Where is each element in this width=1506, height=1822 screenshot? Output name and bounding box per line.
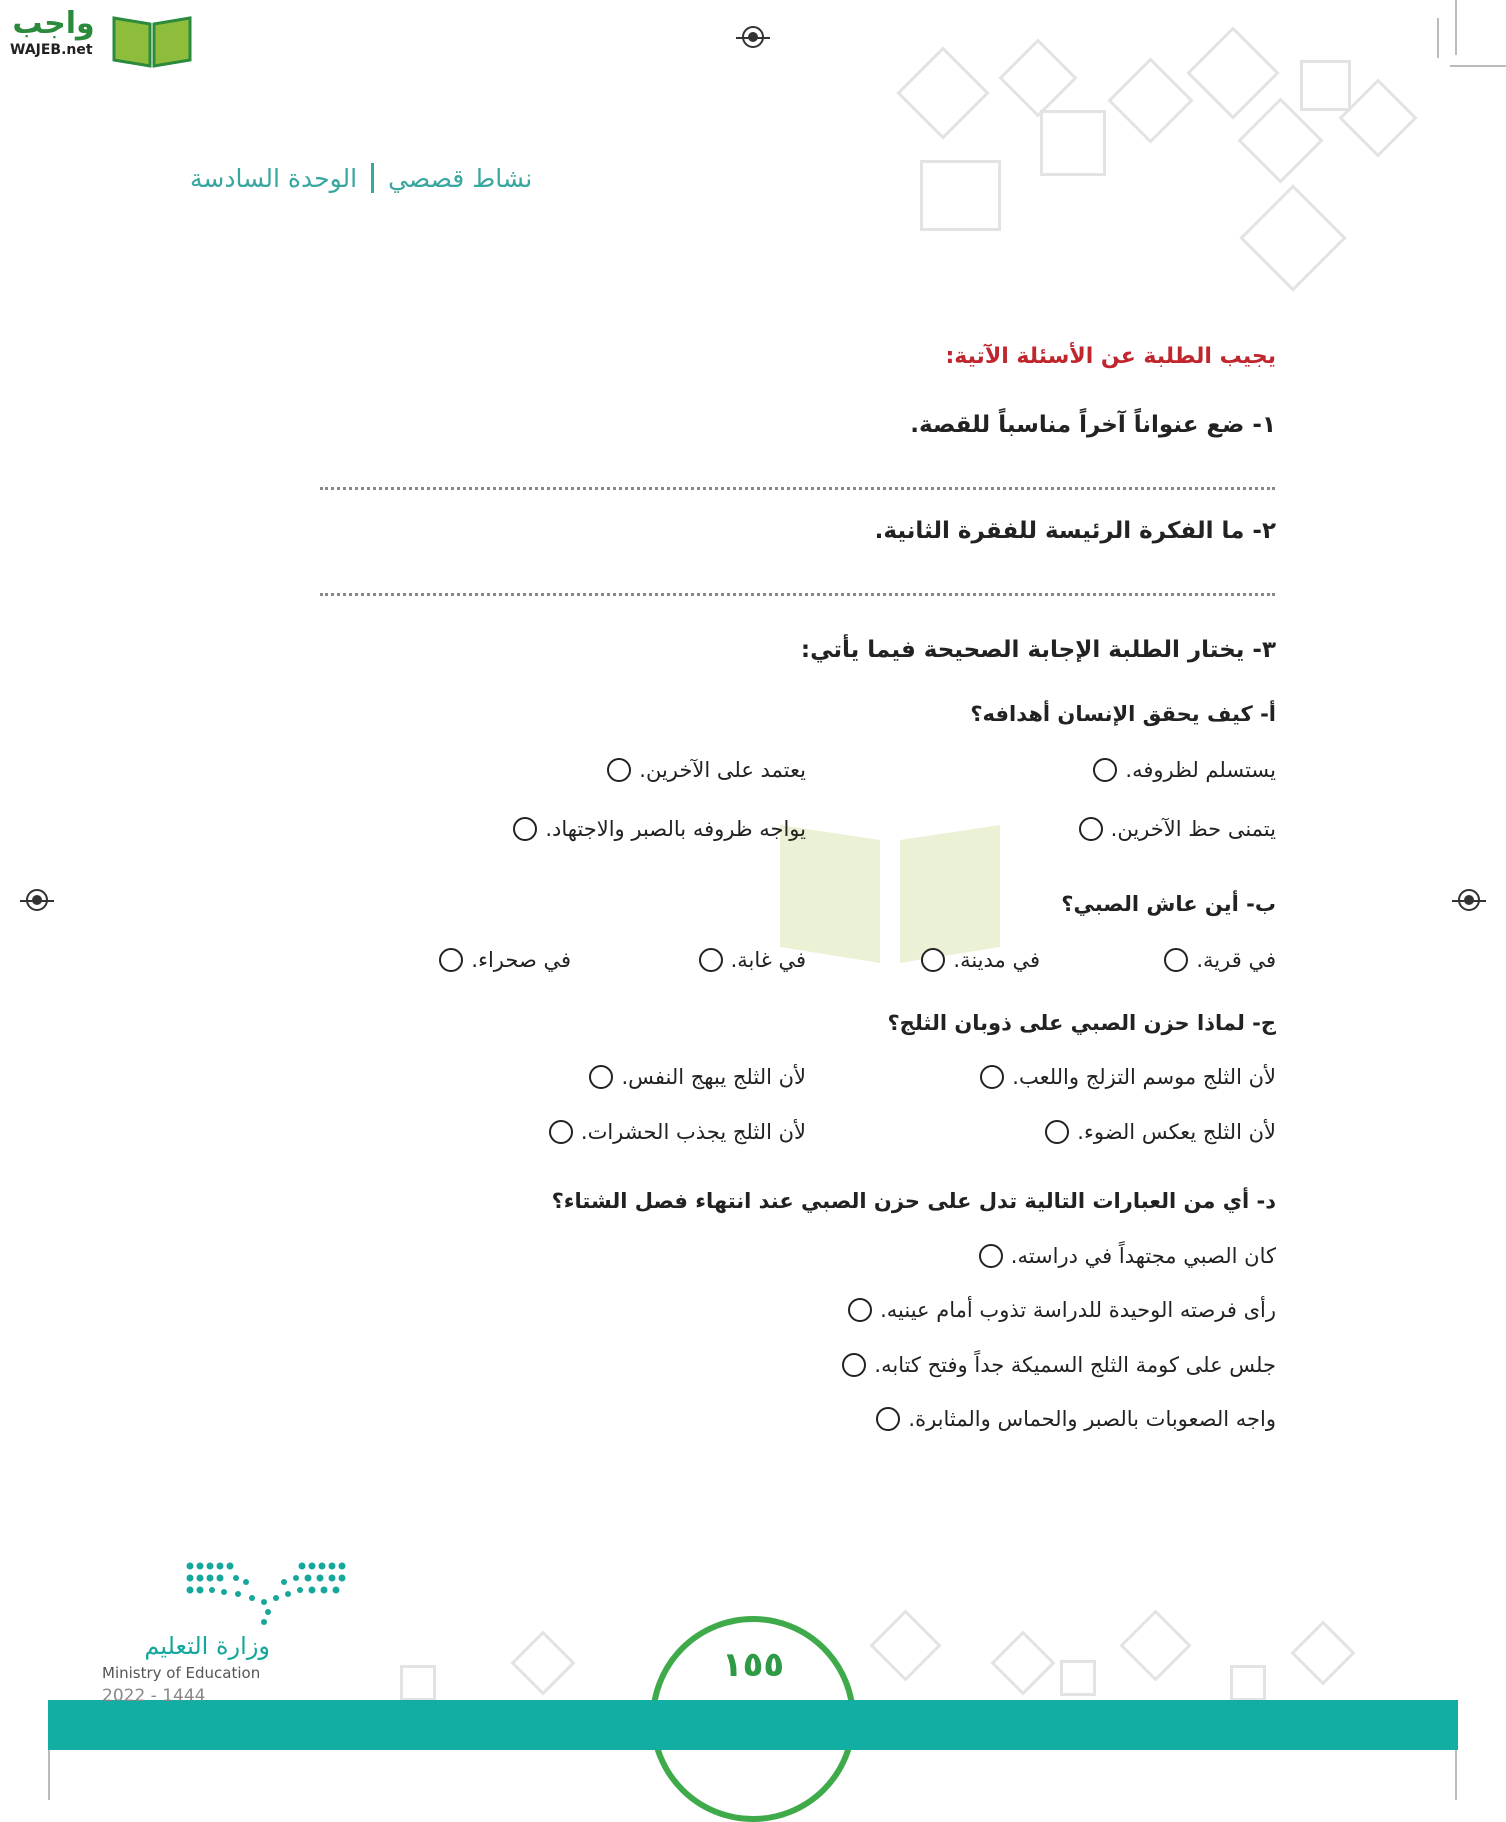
ministry-year: 2022 - 1444 — [102, 1686, 206, 1706]
book-icon — [110, 8, 194, 68]
option-3a-4[interactable] — [513, 817, 806, 841]
answer-line-2[interactable] — [320, 593, 1275, 596]
instruction-text: يجيب الطلبة عن الأسئلة الآتية: — [945, 344, 1276, 369]
radio-button[interactable] — [921, 948, 945, 972]
wajeb-logo — [6, 6, 196, 68]
registration-mark — [26, 889, 48, 911]
option-label: يعتمد على الآخرين. — [639, 758, 806, 782]
ministry-arabic: وزارة التعليم — [144, 1632, 270, 1660]
activity-title: نشاط قصصي — [388, 163, 533, 193]
unit-title: الوحدة السادسة — [190, 163, 358, 193]
option-3b-4[interactable] — [439, 948, 571, 972]
option-3a-2[interactable] — [607, 758, 806, 782]
option-3b-3[interactable] — [699, 948, 806, 972]
header-separator — [371, 163, 374, 193]
watermark-book-icon — [775, 815, 1005, 965]
question-3c: ج- لماذا حزن الصبي على ذوبان الثلج؟ — [887, 1011, 1276, 1035]
logo-arabic: واجب — [12, 6, 95, 41]
option-label: لأن الثلج يجذب الحشرات. — [580, 1120, 806, 1144]
option-3a-1[interactable] — [1093, 758, 1276, 782]
option-3c-2[interactable] — [589, 1065, 806, 1089]
option-3a-3[interactable] — [1079, 817, 1276, 841]
crop-mark — [1450, 65, 1506, 67]
question-3b: ب- أين عاش الصبي؟ — [1061, 892, 1276, 916]
option-label: يستسلم لظروفه. — [1125, 758, 1276, 782]
registration-mark — [1458, 889, 1480, 911]
question-3a: أ- كيف يحقق الإنسان أهدافه؟ — [970, 702, 1276, 726]
option-3d-3[interactable] — [842, 1353, 1276, 1377]
option-3d-1[interactable] — [979, 1244, 1276, 1268]
radio-button[interactable] — [876, 1407, 900, 1431]
radio-button[interactable] — [1093, 758, 1117, 782]
option-label: لأن الثلج يبهج النفس. — [621, 1065, 806, 1089]
question-1: ١- ضع عنواناً آخراً مناسباً للقصة. — [910, 412, 1276, 438]
radio-button[interactable] — [1045, 1120, 1069, 1144]
option-3b-2[interactable] — [921, 948, 1040, 972]
option-label: يواجه ظروفه بالصبر والاجتهاد. — [545, 817, 806, 841]
page-number: ١٥٥ — [721, 1645, 785, 1685]
option-label: يتمنى حظ الآخرين. — [1110, 817, 1276, 841]
option-label: جلس على كومة الثلج السميكة جداً وفتح كتابه. — [874, 1353, 1276, 1377]
radio-button[interactable] — [589, 1065, 613, 1089]
option-3c-3[interactable] — [1045, 1120, 1276, 1144]
question-3: ٣- يختار الطلبة الإجابة الصحيحة فيما يأتي: — [800, 637, 1276, 663]
radio-button[interactable] — [607, 758, 631, 782]
ministry-english: Ministry of Education — [102, 1664, 261, 1682]
option-label: لأن الثلج يعكس الضوء. — [1077, 1120, 1276, 1144]
option-3c-4[interactable] — [549, 1120, 806, 1144]
option-label: لأن الثلج موسم التزلج واللعب. — [1012, 1065, 1276, 1089]
crop-mark — [48, 1745, 50, 1800]
radio-button[interactable] — [848, 1298, 872, 1322]
option-label: في مدينة. — [953, 948, 1040, 972]
question-3d: د- أي من العبارات التالية تدل على حزن الصبي عند انتهاء فصل الشتاء؟ — [551, 1189, 1276, 1213]
footer-band — [48, 1700, 1458, 1750]
option-3d-2[interactable] — [848, 1298, 1276, 1322]
crop-mark — [1455, 0, 1457, 55]
option-3b-1[interactable] — [1164, 948, 1276, 972]
option-3c-1[interactable] — [980, 1065, 1276, 1089]
option-label: رأى فرصته الوحيدة للدراسة تذوب أمام عينيه. — [880, 1298, 1276, 1322]
answer-line-1[interactable] — [320, 487, 1275, 490]
radio-button[interactable] — [439, 948, 463, 972]
option-label: واجه الصعوبات بالصبر والحماس والمثابرة. — [908, 1407, 1276, 1431]
registration-mark — [742, 26, 764, 48]
crop-mark — [1437, 18, 1439, 58]
option-label: في قرية. — [1196, 948, 1276, 972]
unit-header — [190, 158, 570, 198]
radio-button[interactable] — [1079, 817, 1103, 841]
option-3d-4[interactable] — [876, 1407, 1276, 1431]
option-label: في غابة. — [730, 948, 806, 972]
option-label: كان الصبي مجتهداً في دراسته. — [1010, 1244, 1276, 1268]
radio-button[interactable] — [549, 1120, 573, 1144]
option-label: في صحراء. — [471, 948, 571, 972]
radio-button[interactable] — [979, 1244, 1003, 1268]
logo-latin: WAJEB.net — [10, 42, 93, 58]
radio-button[interactable] — [1164, 948, 1188, 972]
radio-button[interactable] — [980, 1065, 1004, 1089]
question-2: ٢- ما الفكرة الرئيسة للفقرة الثانية. — [874, 518, 1276, 544]
ministry-emblem-icon — [184, 1560, 349, 1630]
radio-button[interactable] — [513, 817, 537, 841]
radio-button[interactable] — [699, 948, 723, 972]
crop-mark — [1455, 1745, 1457, 1800]
radio-button[interactable] — [842, 1353, 866, 1377]
